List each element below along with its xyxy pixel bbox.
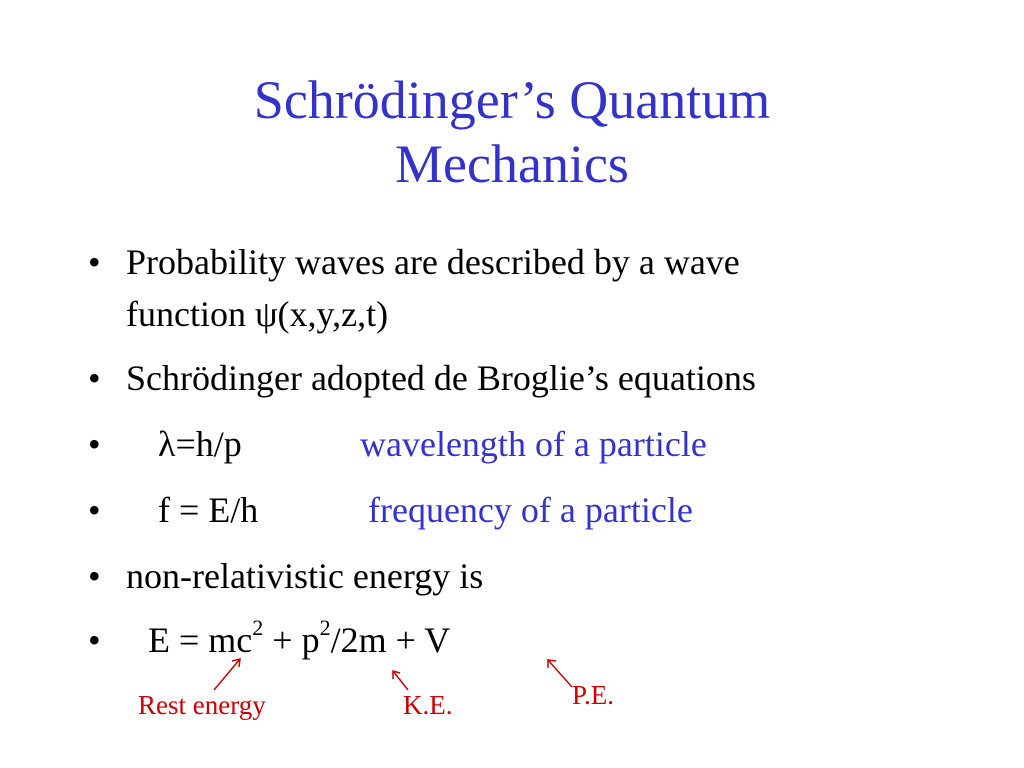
- pe-label: P.E.: [572, 680, 615, 710]
- equation-part-3: /2m + V: [330, 620, 451, 660]
- frequency-description: frequency of a particle: [368, 490, 693, 530]
- equation-part-2: + p: [263, 620, 320, 660]
- equation-superscript-2: 2: [319, 615, 331, 640]
- bullet-dot: •: [88, 556, 101, 596]
- bullet-dot: •: [88, 424, 101, 464]
- pe-arrow: [548, 660, 572, 687]
- rest-energy-arrow: [214, 659, 240, 690]
- bullet-text: Schrödinger adopted de Broglie’s equations: [126, 358, 756, 398]
- rest-energy-label: Rest energy: [138, 690, 266, 720]
- equation-superscript-1: 2: [252, 615, 264, 640]
- ke-arrow: [393, 671, 408, 690]
- wavelength-formula: λ=h/p: [158, 424, 242, 464]
- frequency-formula: f = E/h: [158, 490, 259, 530]
- bullet-dot: •: [88, 242, 101, 282]
- bullet-text: non-relativistic energy is: [126, 556, 484, 596]
- bullet-text-line-2: function ψ(x,y,z,t): [126, 294, 389, 334]
- equation-part-1: E = mc: [148, 620, 253, 660]
- wavelength-description: wavelength of a particle: [360, 424, 707, 464]
- bullet-dot: •: [88, 620, 101, 660]
- bullet-dot: •: [88, 490, 101, 530]
- title-line-2: Mechanics: [395, 134, 629, 194]
- bullet-text-line-1: Probability waves are described by a wave: [126, 242, 740, 282]
- ke-label: K.E.: [403, 690, 453, 720]
- bullet-dot: •: [88, 358, 101, 398]
- title-line-1: Schrödinger’s Quantum: [253, 70, 771, 130]
